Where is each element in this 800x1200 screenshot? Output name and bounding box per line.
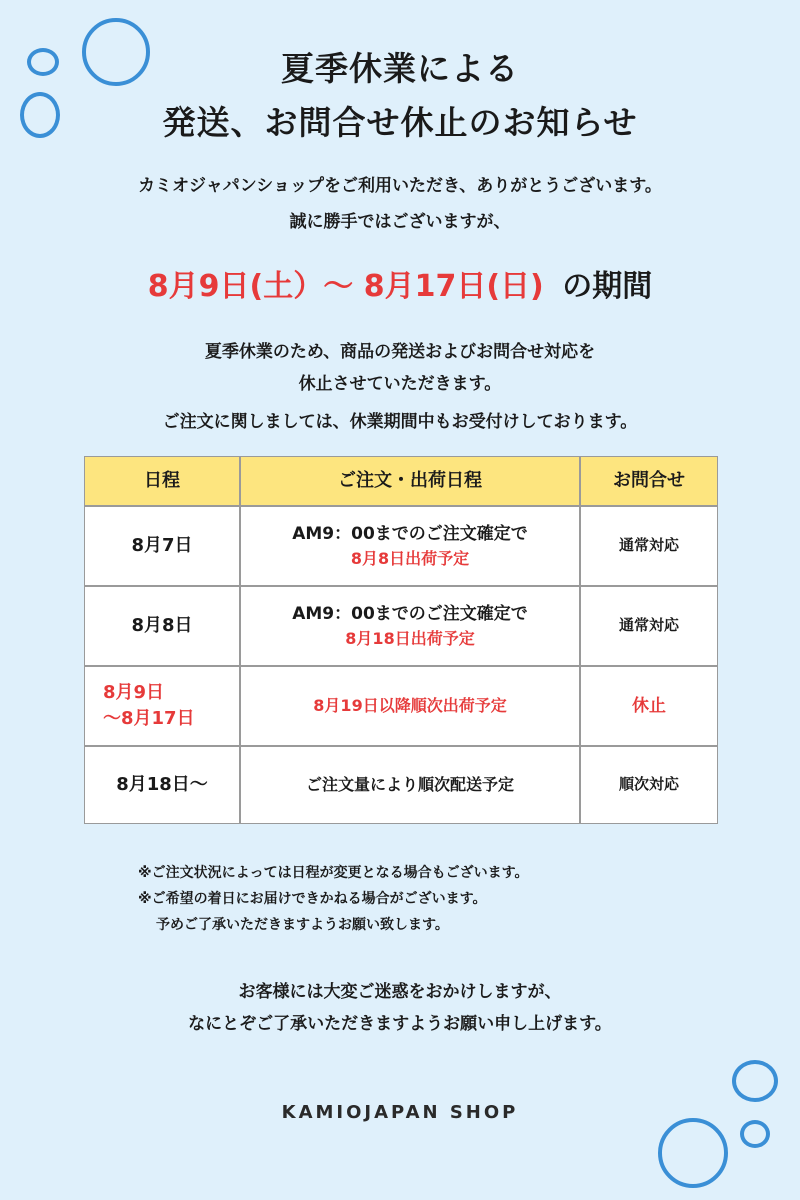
row1-order-line1: AM9：00までのご注文確定で [292, 524, 528, 545]
body-line3: ご注文に関しましては、休業期間中もお受付けしております。 [162, 412, 638, 432]
row1-date [84, 506, 240, 586]
row2-date-text: 8月8日 [131, 614, 193, 636]
header-order-schedule: ご注文・出荷日程 [240, 456, 580, 506]
closing-line1: お客様には大変ご迷惑をおかけしますが、 [238, 982, 562, 1002]
closure-dates: 8月9日(土）～ 8月17日(日) [147, 269, 544, 304]
schedule-table [84, 456, 718, 824]
bubble-decoration [658, 1118, 728, 1188]
row1-order-line2: 8月8日出荷予定 [350, 548, 470, 568]
row1-contact [580, 506, 718, 586]
row1-contact-text: 通常対応 [618, 536, 679, 555]
note-line1: ※ご注文状況によっては日程が変更となる場合もございます。 [138, 865, 529, 881]
row3-date-line2: ～8月17日 [103, 708, 195, 729]
body-line2: 休止させていただきます。 [298, 374, 502, 394]
row3-order [240, 666, 580, 746]
intro-line2: 誠に勝手ではございますが、 [289, 212, 511, 232]
row3-date-line1: 8月9日 [103, 681, 165, 703]
notice-title-line2: 発送、お問合せ休止のお知らせ [162, 103, 638, 142]
row2-order-line1: AM9：00までのご注文確定で [292, 604, 528, 625]
row3-date [84, 666, 240, 746]
row4-order-text: ご注文量により順次配送予定 [305, 775, 514, 795]
body-line1: 夏季休業のため、商品の発送およびお問合せ対応を [204, 342, 596, 362]
row2-order-line2: 8月18日出荷予定 [345, 628, 475, 648]
closure-period [0, 269, 800, 304]
row3-order-text: 8月19日以降順次出荷予定 [313, 696, 507, 716]
row4-contact-text: 順次対応 [618, 775, 679, 794]
row2-contact-text: 通常対応 [618, 616, 679, 635]
note-line2: ※ご希望の着日にお届けできかねる場合がございます。 [138, 891, 487, 907]
closing-line2: なにとぞご了承いただきますようお願い申し上げます。 [188, 1014, 612, 1034]
row4-date [84, 746, 240, 824]
row1-date-text: 8月7日 [131, 534, 193, 556]
header-contact: お問合せ [580, 456, 718, 506]
row4-contact [580, 746, 718, 824]
row2-contact [580, 586, 718, 666]
row3-contact [580, 666, 718, 746]
bubble-decoration [732, 1060, 778, 1102]
notice-title-line1: 夏季休業による [281, 49, 519, 88]
closure-period-suffix: の期間 [562, 269, 653, 304]
row4-order [240, 746, 580, 824]
note-line3: 予めご了承いただきますようお願い致します。 [156, 917, 449, 933]
row4-date-text: 8月18日～ [116, 773, 208, 795]
row1-order [240, 506, 580, 586]
header-date: 日程 [84, 456, 240, 506]
row2-order [240, 586, 580, 666]
bubble-decoration [740, 1120, 770, 1148]
row3-contact-text: 休止 [632, 695, 666, 716]
row2-date [84, 586, 240, 666]
intro-line1: カミオジャパンショップをご利用いただき、ありがとうございます。 [138, 176, 662, 196]
shop-brand-logo: KAMIOJAPAN SHOP [281, 1102, 519, 1123]
